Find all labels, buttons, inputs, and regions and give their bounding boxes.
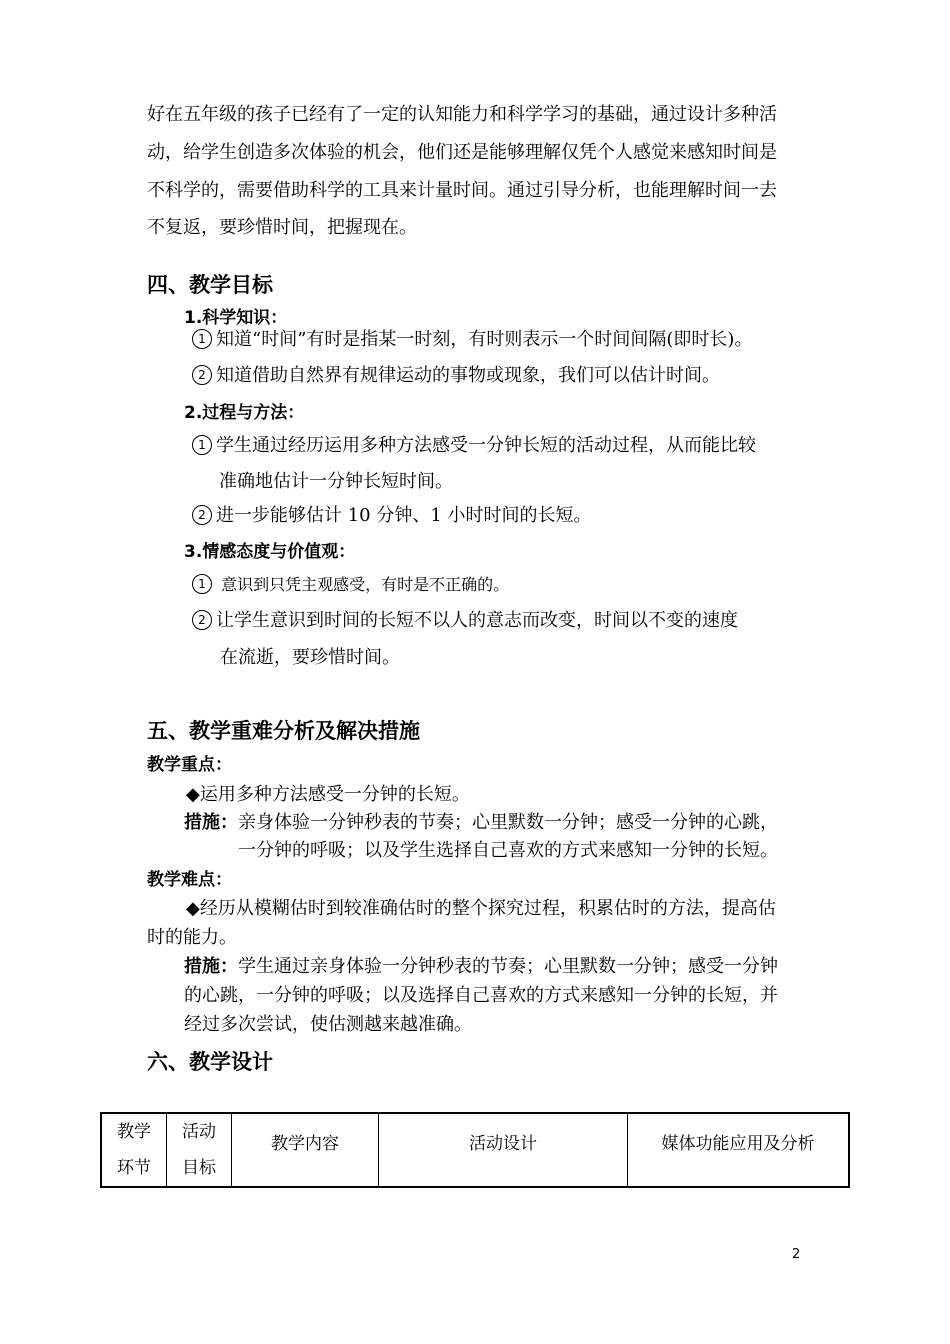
intro-line-3: 不科学的，需要借助科学的工具来计量时间。通过引导分析，也能理解时间一去 xyxy=(147,180,777,201)
section-4-sub3-item1: 1 意识到只凭主观感受，有时是不正确的。 xyxy=(192,573,509,597)
section-4-sub1-item2: 2 知道借助自然界有规律运动的事物或现象，我们可以估计时间。 xyxy=(192,364,720,388)
page-number: 2 xyxy=(792,1247,801,1262)
section-4-sub2-item2: 2 进一步能够估计 10 分钟、1 小时时间的长短。 xyxy=(192,504,592,528)
difficulty-item-line-2: 时的能力。 xyxy=(147,927,237,948)
section-4-sub2-item1: 1 学生通过经历运用多种方法感受一分钟长短的活动过程，从而能比较 xyxy=(192,434,756,458)
section-4-sub1-label: 1.科学知识： xyxy=(184,308,288,328)
measure-label: 措施： xyxy=(184,812,238,833)
section-4-sub3-item2-cont: 在流逝，要珍惜时间。 xyxy=(220,647,400,668)
focus-measure-line-2: 一分钟的呼吸；以及学生选择自己喜欢的方式来感知一分钟的长短。 xyxy=(238,840,778,861)
focus-item: ◆运用多种方法感受一分钟的长短。 xyxy=(186,784,470,805)
intro-line-2: 动，给学生创造多次体验的机会，他们还是能够理解仅凭个人感觉来感知时间是 xyxy=(147,142,777,163)
circled-number: 2 xyxy=(192,505,212,525)
section-4-sub3-item2: 2 让学生意识到时间的长短不以人的意志而改变，时间以不变的速度 xyxy=(192,609,738,633)
circled-number: 1 xyxy=(192,574,212,594)
focus-label: 教学重点： xyxy=(147,755,232,775)
header-cell-teaching-content: 教学内容 xyxy=(232,1113,379,1187)
section-4-sub2-label: 2.过程与方法： xyxy=(184,403,305,423)
difficulty-item-line-1: ◆经历从模糊估时到较准确估时的整个探究过程，积累估时的方法，提高估 xyxy=(186,898,776,919)
section-4-sub2-item1-cont: 准确地估计一分钟长短时间。 xyxy=(219,471,453,492)
section-4-sub3-label: 3.情感态度与价值观： xyxy=(184,542,356,562)
circled-number: 1 xyxy=(192,435,212,455)
difficulty-measure-line-2: 的心跳，一分钟的呼吸；以及选择自己喜欢的方式来感知一分钟的长短，并 xyxy=(184,985,778,1006)
header-cell-activity-goal: 活动 目标 xyxy=(167,1113,232,1187)
difficulty-measure-line-3: 经过多次尝试，使估测越来越准确。 xyxy=(184,1014,472,1035)
circled-number: 2 xyxy=(192,365,212,385)
section-5-title: 五、教学重难分析及解决措施 xyxy=(147,719,420,743)
teaching-design-table xyxy=(100,1112,850,1188)
difficulty-label: 教学难点： xyxy=(147,870,232,890)
circled-number: 2 xyxy=(192,610,212,630)
focus-measure-line-1: 措施：亲身体验一分钟秒表的节奏；心里默数一分钟；感受一分钟的心跳， xyxy=(184,812,778,833)
intro-line-1: 好在五年级的孩子已经有了一定的认知能力和科学学习的基础，通过设计多种活 xyxy=(147,104,777,125)
table-header-row xyxy=(101,1113,849,1187)
header-cell-activity-design: 活动设计 xyxy=(379,1113,628,1187)
header-cell-teaching-stage: 教学 环节 xyxy=(101,1113,167,1187)
intro-line-4: 不复返，要珍惜时间，把握现在。 xyxy=(147,217,417,238)
measure-label: 措施： xyxy=(184,956,238,977)
circled-number: 1 xyxy=(192,329,212,349)
section-4-title: 四、教学目标 xyxy=(147,273,273,297)
section-6-title: 六、教学设计 xyxy=(147,1050,273,1074)
section-4-sub1-item1: 1 知道“时间”有时是指某一时刻，有时则表示一个时间间隔(即时长)。 xyxy=(192,328,752,352)
header-cell-media-analysis: 媒体功能应用及分析 xyxy=(628,1113,850,1187)
difficulty-measure-line-1: 措施：学生通过亲身体验一分钟秒表的节奏；心里默数一分钟；感受一分钟 xyxy=(184,956,778,977)
